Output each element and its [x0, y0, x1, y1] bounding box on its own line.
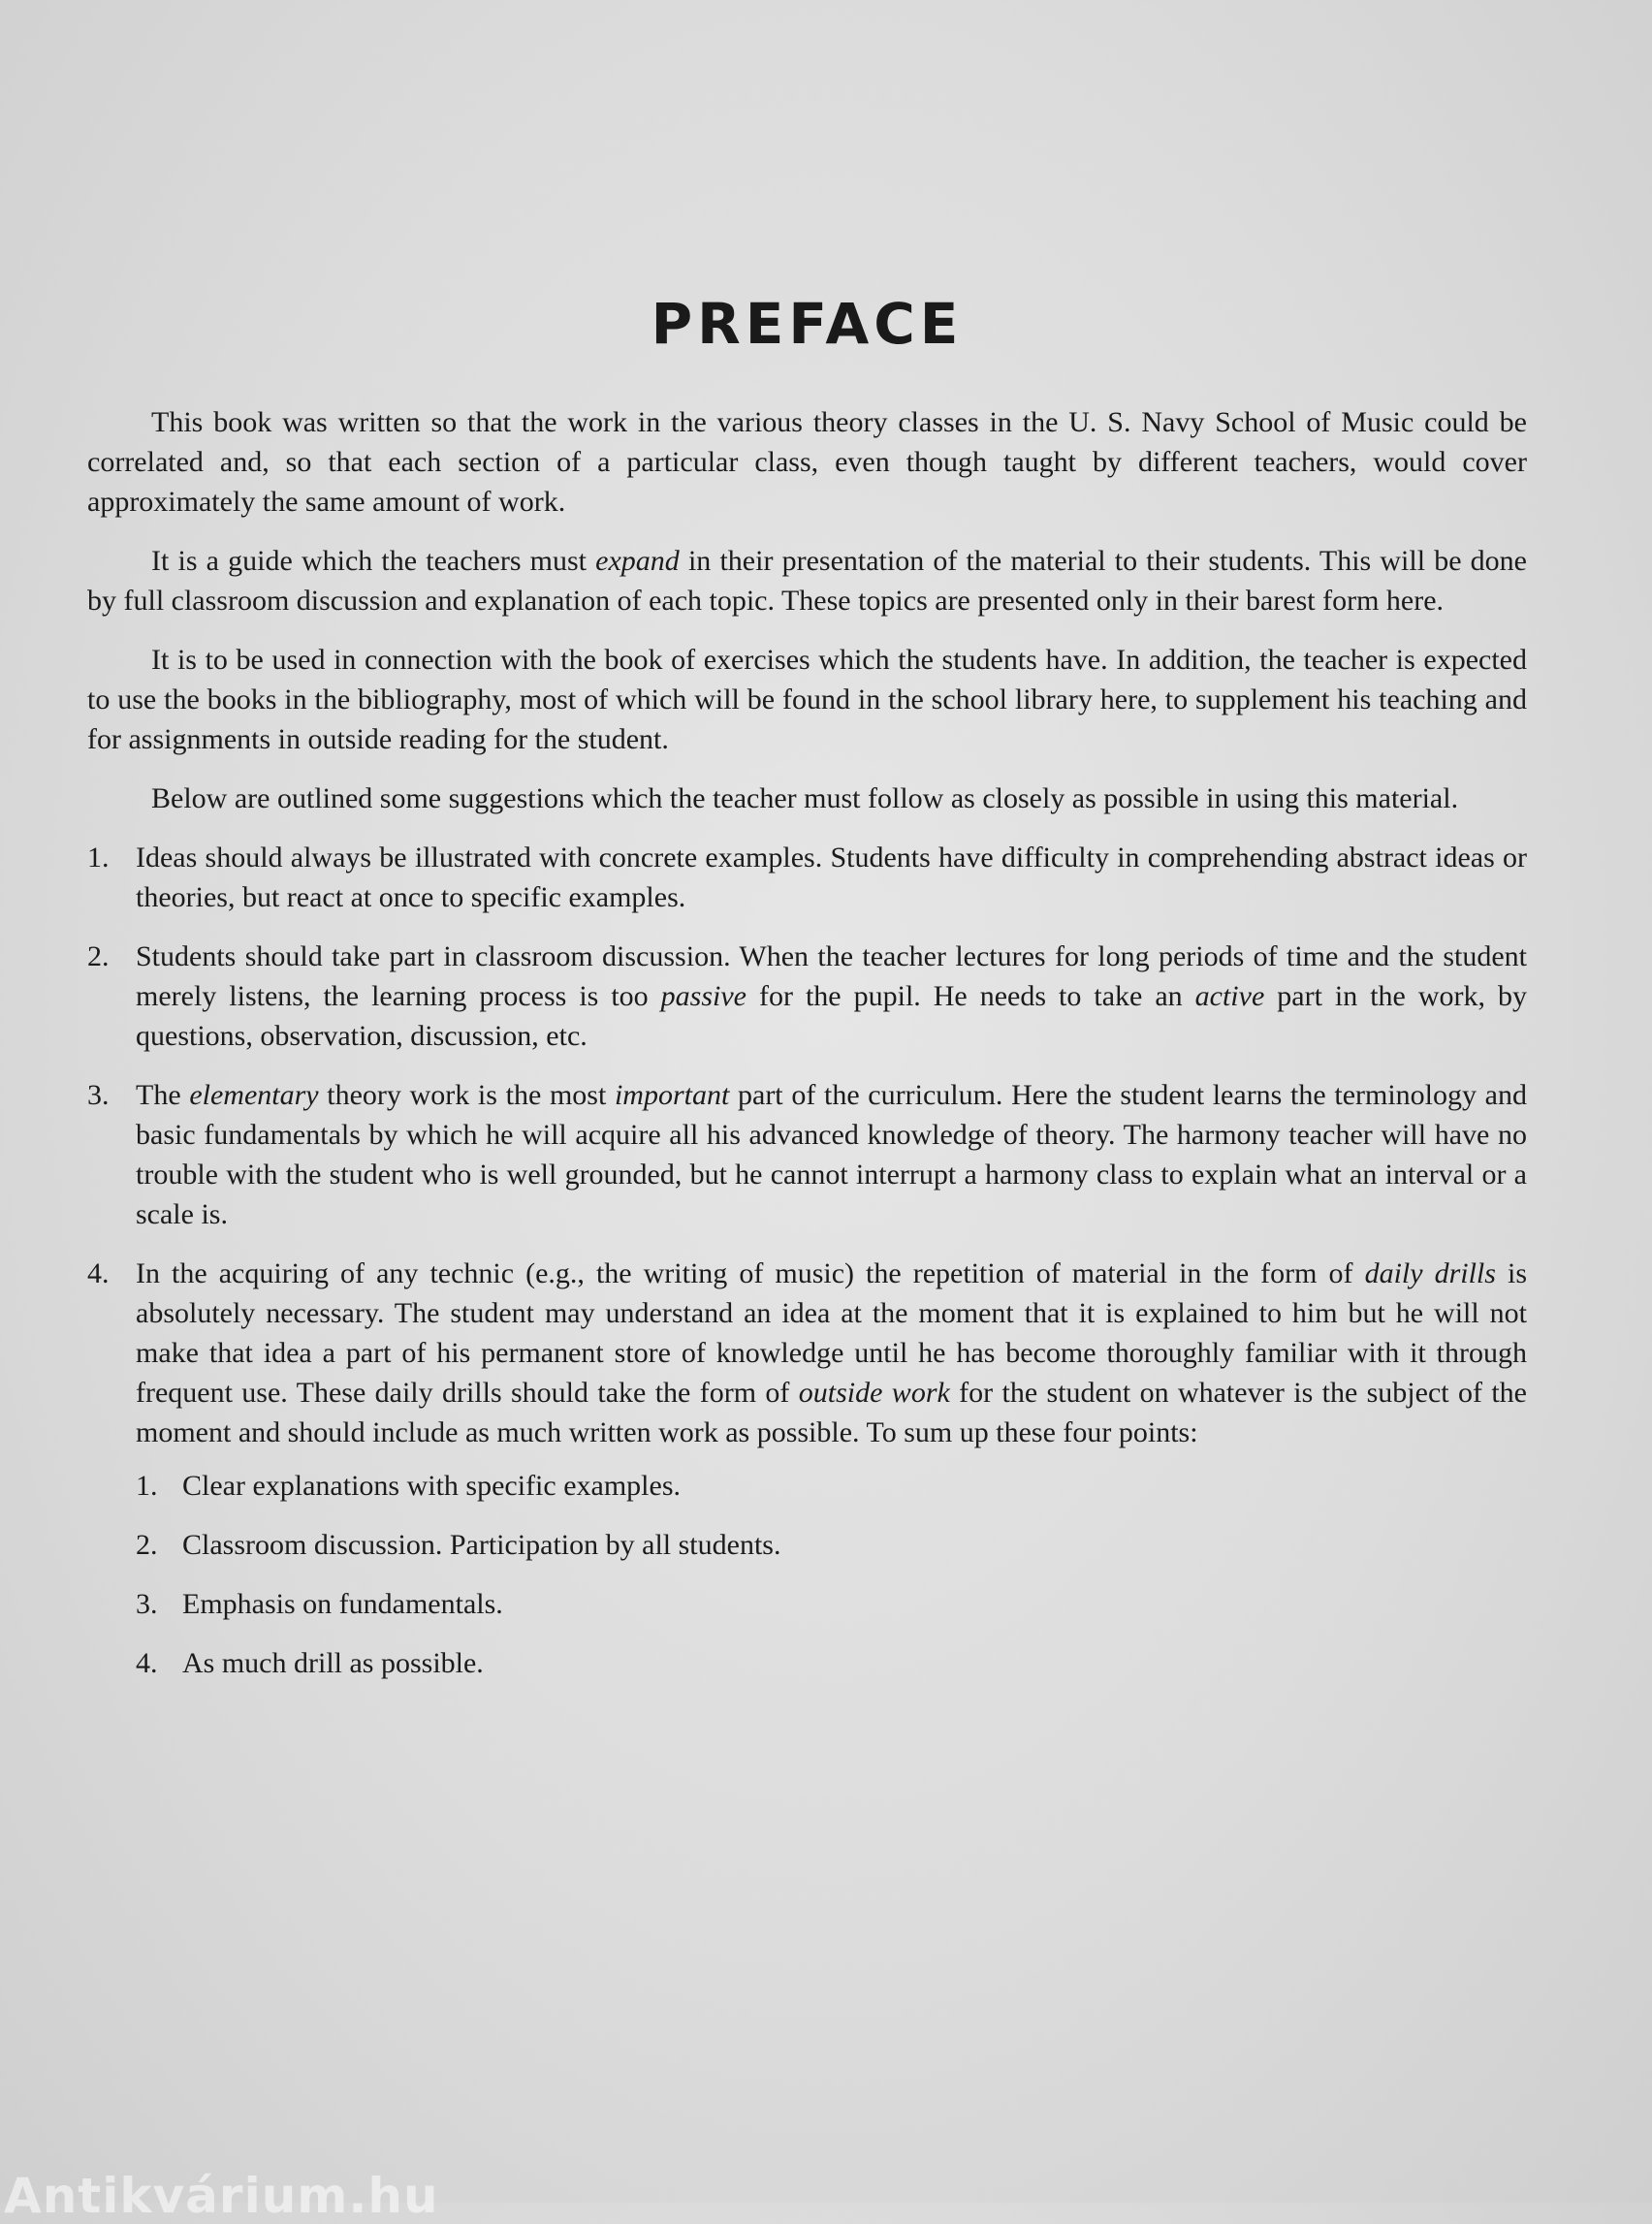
summary-item [136, 1525, 1527, 1565]
list-number: 1. [136, 1470, 158, 1502]
watermark-text: Antikvárium.hu [4, 2168, 439, 2224]
suggestions-list [87, 838, 1527, 1683]
suggestion-item [87, 1254, 1527, 1683]
emphasis-text: outside work [798, 1377, 950, 1409]
summary-item [136, 1643, 1527, 1683]
suggestion-text: theory work is the most [318, 1079, 615, 1111]
suggestion-text: Ideas should always be illustrated with concrete examples. Students have difficulty in comprehending abstract ideas or theories, but react at once to specific examples. [136, 842, 1527, 913]
summary-item [136, 1466, 1527, 1506]
paragraph-text: This book was written so that the work in the various theory classes in the U. S. Navy School of Music could be correlated and, so that each section of a particular class, even though taught by different teachers, would cover approximately the same amount of work. [87, 406, 1527, 518]
suggestion-text: Students should take part in classroom discussion. When the teacher lectures for long periods of time and the student merely listens, the learning process is too [136, 940, 1527, 1012]
suggestion-item [87, 838, 1527, 917]
paragraph-text: It is to be used in connection with the book of exercises which the students have. In addition, the teacher is expected to use the books in the bibliography, most of which will be found in the school library here, to supplement his teaching and for assignments in outside reading for the student. [87, 644, 1527, 755]
summary-text: Clear explanations with specific examples. [182, 1470, 681, 1502]
emphasis-text: passive [660, 980, 747, 1012]
preface-body [87, 402, 1527, 1702]
paragraph-3 [87, 640, 1527, 759]
suggestion-text: for the student on whatever is the subject of the moment and should include as much written work as possible. To sum up these four points: [136, 1377, 1527, 1448]
page-title: PREFACE [651, 291, 964, 357]
paragraph-2 [87, 541, 1527, 620]
suggestion-text: The [136, 1079, 190, 1111]
emphasis-text: expand [595, 545, 680, 577]
suggestion-text: In the acquiring of any technic (e.g., the writing of music) the repetition of material in the form of [136, 1257, 1365, 1289]
suggestion-text: is absolutely necessary. The student may understand an idea at the moment that it is explained to him but he will not make that idea a part of his permanent store of knowledge until he has become thoroughly familiar with it through frequent use. These daily drills should take the form of [136, 1257, 1528, 1409]
suggestion-text: part in the work, by questions, observation, discussion, etc. [136, 980, 1528, 1052]
emphasis-text: daily drills [1364, 1257, 1496, 1289]
list-number: 4. [87, 1257, 110, 1289]
list-number: 2. [87, 940, 110, 972]
paragraph-text: Below are outlined some suggestions which the teacher must follow as closely as possible in using this material. [151, 782, 1459, 814]
list-number: 1. [87, 842, 110, 874]
emphasis-text: important [614, 1079, 730, 1111]
list-number: 4. [136, 1647, 158, 1679]
suggestion-item [87, 937, 1527, 1056]
paragraph-text: in their presentation of the material to their students. This will be done by full classroom discussion and explanation of each topic. These topics are presented only in their barest form here. [87, 545, 1527, 617]
list-number: 2. [136, 1529, 158, 1561]
summary-text: Emphasis on fundamentals. [182, 1588, 503, 1620]
paragraph-4 [87, 778, 1527, 818]
suggestion-text: part of the curriculum. Here the student learns the terminology and basic fundamentals by which he will acquire all his advanced knowledge of theory. The harmony teacher will have no trouble with the student who is well grounded, but he cannot interrupt a harmony class to explain what an interval or a scale is. [136, 1079, 1527, 1230]
suggestion-text: for the pupil. He needs to take an [747, 980, 1195, 1012]
emphasis-text: elementary [189, 1079, 319, 1111]
paragraph-text: It is a guide which the teachers must [151, 545, 596, 577]
summary-text: Classroom discussion. Participation by all students. [182, 1529, 781, 1561]
document-page [87, 0, 1527, 2203]
suggestion-item [87, 1075, 1527, 1234]
summary-text: As much drill as possible. [182, 1647, 484, 1679]
summary-list [136, 1466, 1527, 1683]
summary-item [136, 1584, 1527, 1624]
list-number: 3. [87, 1079, 110, 1111]
list-number: 3. [136, 1588, 158, 1620]
paragraph-1 [87, 402, 1527, 522]
emphasis-text: active [1194, 980, 1265, 1012]
